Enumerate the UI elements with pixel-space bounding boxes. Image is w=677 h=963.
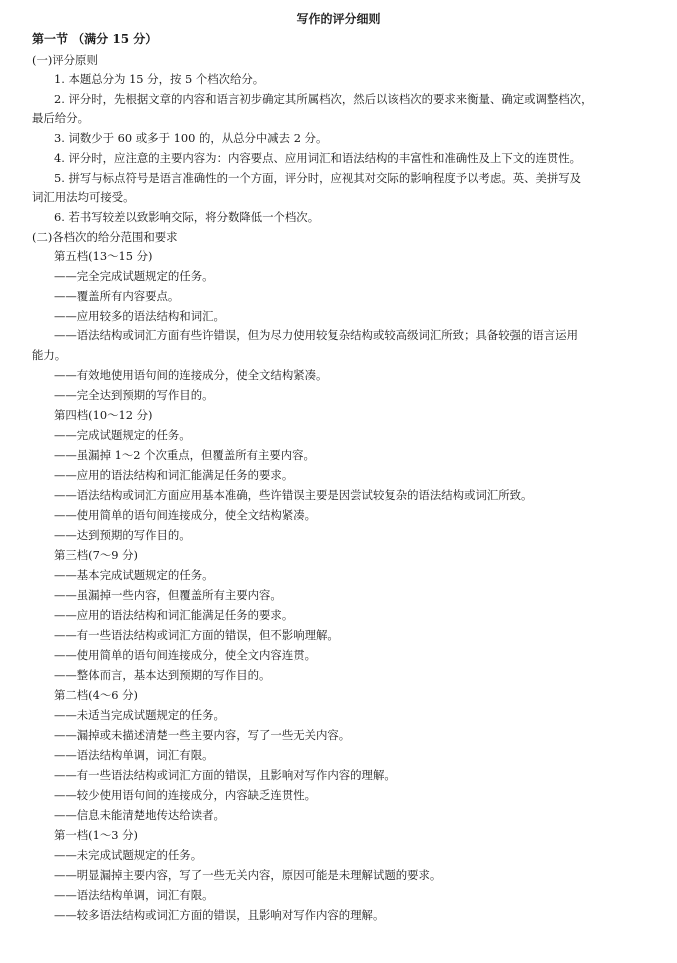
band-criterion: ——较多语法结构或词汇方面的错误，且影响对写作内容的理解。 (54, 908, 385, 922)
band-criterion: ——虽漏掉 1～2 个次重点，但覆盖所有主要内容。 (54, 448, 315, 462)
band-criterion: ——完全达到预期的写作目的。 (54, 388, 214, 402)
band-criterion: ——未完成试题规定的任务。 (54, 848, 203, 862)
principle-item: 词汇用法均可接受。 (32, 190, 135, 204)
principle-item: 最后给分。 (32, 111, 89, 125)
document-title: 写作的评分细则 (296, 12, 381, 26)
band-criterion: ——较少使用语句间的连接成分，内容缺乏连贯性。 (54, 788, 316, 802)
band-criterion: ——漏掉或未描述清楚一些主要内容，写了一些无关内容。 (54, 728, 351, 742)
section-heading: 第一节 （满分 15 分） (32, 32, 158, 46)
band-criterion: ——应用较多的语法结构和词汇。 (54, 309, 225, 323)
band-criterion: ——使用简单的语句间连接成分，使全文结构紧凑。 (54, 508, 316, 522)
band-criterion: ——虽漏掉一些内容，但覆盖所有主要内容。 (54, 588, 282, 602)
principle-item: 6. 若书写较差以致影响交际，将分数降低一个档次。 (54, 210, 320, 224)
band-criterion: ——语法结构单调，词汇有限。 (54, 888, 214, 902)
part2-heading: (二)各档次的给分范围和要求 (32, 230, 178, 244)
band-heading: 第五档(13～15 分) (54, 249, 153, 263)
band-criterion: ——有一些语法结构或词汇方面的错误，但不影响理解。 (54, 628, 339, 642)
band-criterion: ——有一些语法结构或词汇方面的错误，且影响对写作内容的理解。 (54, 768, 396, 782)
part1-heading: (一)评分原则 (32, 53, 98, 67)
band-criterion: ——完成试题规定的任务。 (54, 428, 191, 442)
band-heading: 第二档(4～6 分) (54, 688, 138, 702)
principle-item: 5. 拼写与标点符号是语言准确性的一个方面，评分时，应视其对交际的影响程度予以考虑。英、美拼写及 (54, 171, 582, 185)
band-criterion: 能力。 (32, 348, 67, 362)
principle-item: 4. 评分时，应注意的主要内容为：内容要点、应用词汇和语法结构的丰富性和准确性及上下文的连贯性。 (54, 151, 582, 165)
principle-item: 1. 本题总分为 15 分，按 5 个档次给分。 (54, 72, 265, 86)
band-criterion: ——基本完成试题规定的任务。 (54, 568, 214, 582)
band-heading: 第四档(10～12 分) (54, 408, 153, 422)
band-criterion: ——完全完成试题规定的任务。 (54, 269, 214, 283)
band-criterion: ——语法结构或词汇方面应用基本准确，些许错误主要是因尝试较复杂的语法结构或词汇所致。 (54, 488, 533, 502)
band-criterion: ——覆盖所有内容要点。 (54, 289, 180, 303)
band-criterion: ——有效地使用语句间的连接成分，使全文结构紧凑。 (54, 368, 328, 382)
band-criterion: ——未适当完成试题规定的任务。 (54, 708, 225, 722)
band-heading: 第一档(1～3 分) (54, 828, 138, 842)
band-criterion: ——语法结构或词汇方面有些许错误，但为尽力使用较复杂结构或较高级词汇所致；具备较强的语言运用 (54, 328, 578, 342)
band-criterion: ——使用简单的语句间连接成分，使全文内容连贯。 (54, 648, 316, 662)
principle-item: 2. 评分时，先根据文章的内容和语言初步确定其所属档次，然后以该档次的要求来衡量、确定或调整档次， (54, 92, 593, 106)
band-criterion: ——语法结构单调，词汇有限。 (54, 748, 214, 762)
band-criterion: ——应用的语法结构和词汇能满足任务的要求。 (54, 608, 294, 622)
band-heading: 第三档(7～9 分) (54, 548, 138, 562)
band-criterion: ——明显漏掉主要内容，写了一些无关内容，原因可能是未理解试题的要求。 (54, 868, 442, 882)
band-criterion: ——整体而言，基本达到预期的写作目的。 (54, 668, 271, 682)
principle-item: 3. 词数少于 60 或多于 100 的，从总分中减去 2 分。 (54, 131, 328, 145)
band-criterion: ——应用的语法结构和词汇能满足任务的要求。 (54, 468, 294, 482)
band-criterion: ——达到预期的写作目的。 (54, 528, 191, 542)
band-criterion: ——信息未能清楚地传达给读者。 (54, 808, 225, 822)
